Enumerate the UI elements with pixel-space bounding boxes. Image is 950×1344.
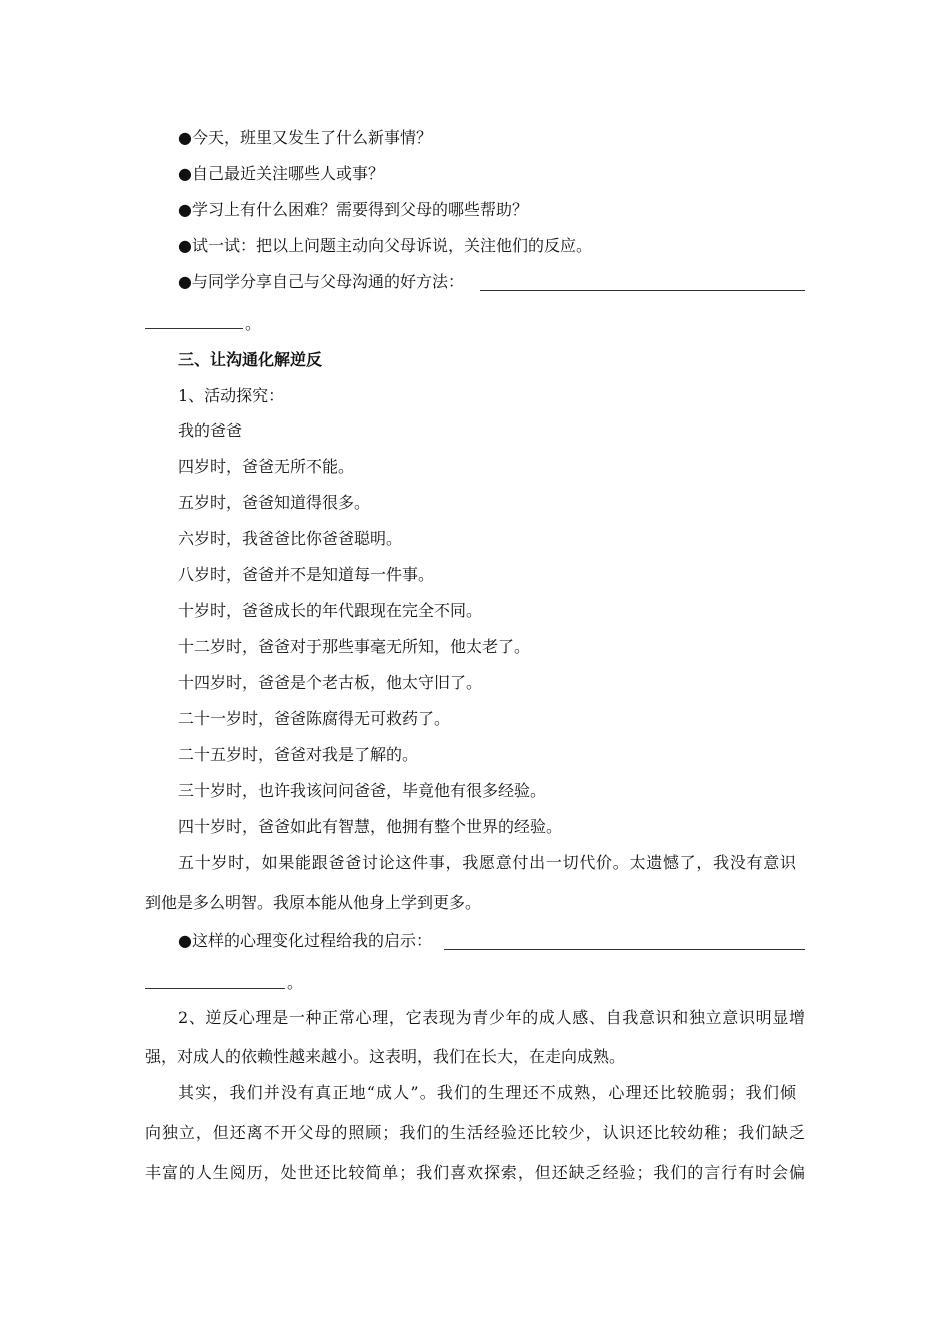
poem-line: 十四岁时，爸爸是个老古板，他太守旧了。 — [178, 673, 483, 692]
poem-line: 六岁时，我爸爸比你爸爸聪明。 — [178, 529, 403, 548]
bullet-study-difficulty: ●学习上有什么困难？需要得到父母的哪些帮助？ — [178, 200, 528, 219]
fill-blank-line — [145, 988, 285, 989]
poem-line: 四岁时，爸爸无所不能。 — [178, 457, 355, 476]
poem-line: 十岁时，爸爸成长的年代跟现在完全不同。 — [178, 601, 483, 620]
fill-blank-line — [145, 328, 243, 329]
bullet-try-it: ●试一试：把以上问题主动向父母诉说，关注他们的反应。 — [178, 236, 592, 255]
blank-period: 。 — [287, 973, 304, 992]
poem-line: 三十岁时，也许我该问问爸爸，毕竟他有很多经验。 — [178, 781, 547, 800]
poem-line: 十二岁时，爸爸对于那些事毫无所知，他太老了。 — [178, 637, 531, 656]
poem-line: 四十岁时，爸爸如此有智慧，他拥有整个世界的经验。 — [178, 817, 563, 836]
poem-line: 二十五岁时，爸爸对我是了解的。 — [178, 745, 419, 764]
fifty-paragraph-line1: 五十岁时，如果能跟爸爸讨论这件事，我愿意付出一切代价。太遗憾了，我没有意识 — [178, 853, 796, 872]
blank-period: 。 — [245, 314, 262, 333]
activity-label: 1、活动探究： — [178, 386, 285, 405]
para3-line2: 向独立，但还离不开父母的照顾；我们的生活经验还比较少，认识还比较幼稚；我们缺乏 — [145, 1123, 805, 1142]
poem-line: 二十一岁时，爸爸陈腐得无可救药了。 — [178, 709, 451, 728]
bullet-new-events: ●今天，班里又发生了什么新事情？ — [178, 128, 432, 147]
fill-blank-line — [480, 290, 805, 291]
poem-line: 五岁时，爸爸知道得很多。 — [178, 493, 371, 512]
insight-prompt: ●这样的心理变化过程给我的启示： — [178, 931, 432, 950]
bullet-recent-focus: ●自己最近关注哪些人或事？ — [178, 164, 384, 183]
para3-line1: 其实，我们并没有真正地“成人”。我们的生理还不成熟，心理还比较脆弱；我们倾 — [178, 1083, 796, 1102]
poem-title: 我的爸爸 — [178, 421, 243, 440]
fifty-paragraph-line2: 到他是多么明智。我原本能从他身上学到更多。 — [145, 893, 482, 912]
section-heading: 三、让沟通化解逆反 — [178, 350, 323, 369]
poem-line: 八岁时，爸爸并不是知道每一件事。 — [178, 565, 435, 584]
fill-blank-line — [444, 949, 805, 950]
bullet-share-methods: ●与同学分享自己与父母沟通的好方法： — [178, 272, 464, 291]
para2-line2: 强，对成人的依赖性越来越小。这表明，我们在长大，在走向成熟。 — [145, 1047, 626, 1066]
para3-line3: 丰富的人生阅历，处世还比较简单；我们喜欢探索，但还缺乏经验；我们的言行有时会偏 — [145, 1163, 805, 1182]
para2-line1: 2、逆反心理是一种正常心理，它表现为青少年的成人感、自我意识和独立意识明显增 — [178, 1008, 805, 1027]
